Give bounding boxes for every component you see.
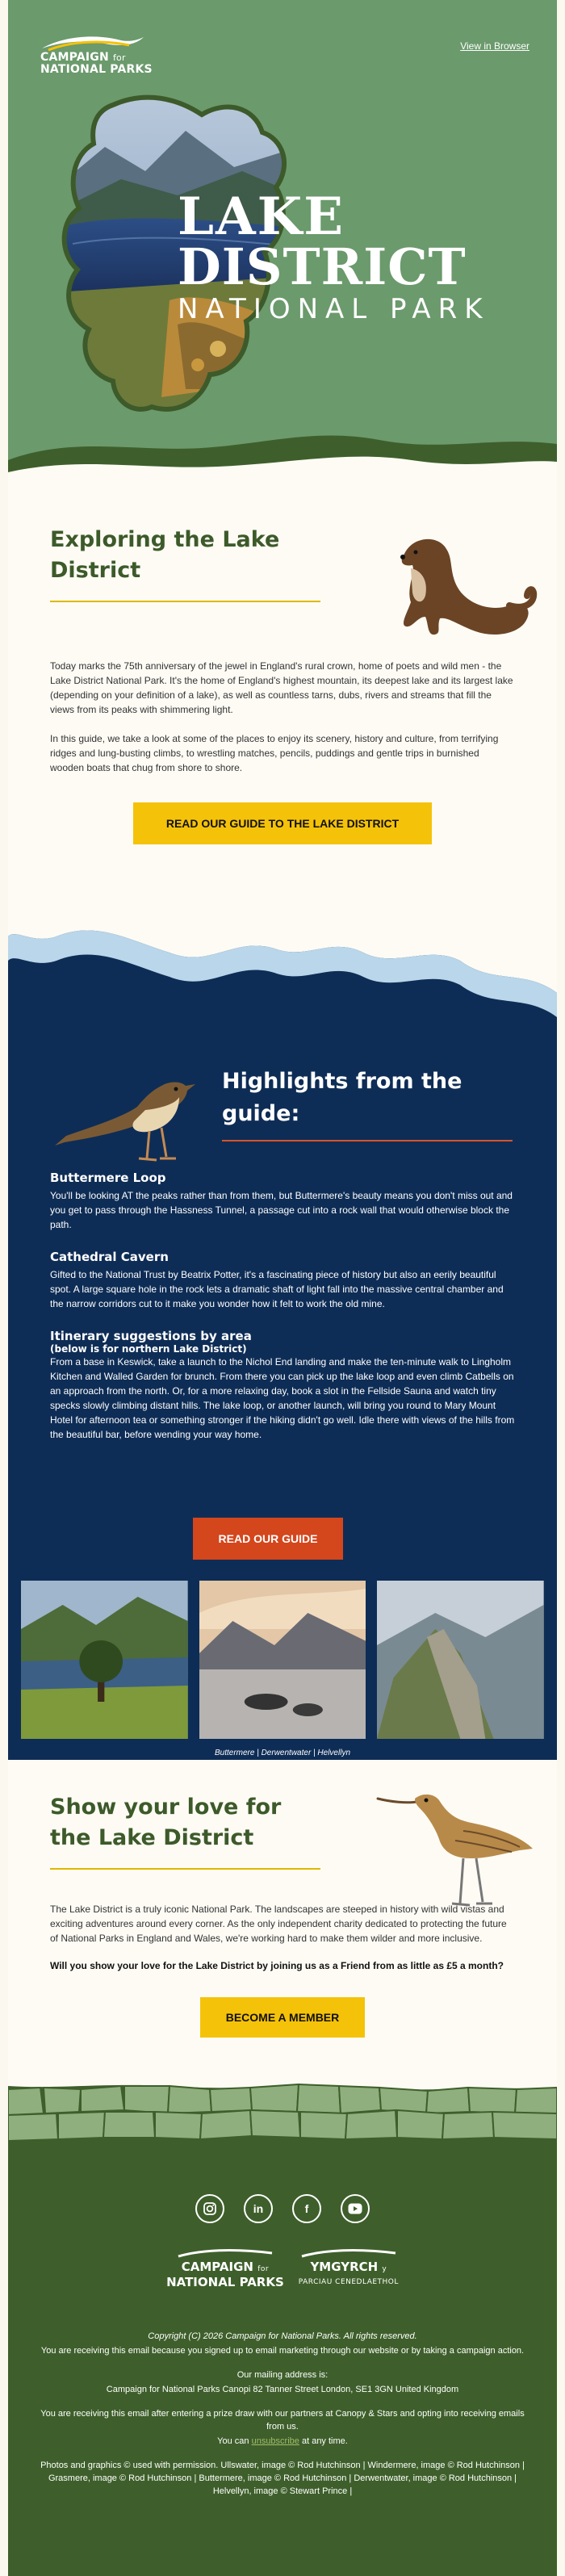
logo-line1: CAMPAIGN (40, 51, 109, 64)
hero-hills-graphic (8, 412, 557, 484)
linkedin-icon[interactable]: in (244, 2194, 273, 2223)
hero-title (178, 186, 490, 326)
footer-logos (8, 2247, 557, 2289)
highlight-item (50, 1329, 518, 1442)
mountain-ridge-graphic (8, 904, 557, 1041)
highlight-heading: Buttermere Loop (50, 1171, 166, 1185)
hero-title-line3: NATIONAL PARK (178, 293, 490, 325)
social-links (8, 2194, 557, 2223)
highlight-body: You'll be looking AT the peaks rather than from them, but Buttermere's beauty means you don't miss out and you get to pass through the Hassness Tunnel, a passage cut into a rock wall that would otherwise block the path. (50, 1190, 513, 1230)
highlight-heading: Cathedral Cavern (50, 1250, 169, 1264)
footer-logo2-line2: PARCIAU CENEDLAETHOL (298, 2278, 399, 2286)
footer-logo1-line1: CAMPAIGN (181, 2260, 253, 2274)
exploring-paragraph-1: Today marks the 75th anniversary of the jewel in England's rural crown, home of poets and wild men - the Lake District National Park. It's the home of England's highest mountain, its deepest lake and its largest lake (depending on your definition of a lake), as well as countless tarns, dubs, rivers and streams that fill the views from its peaks with shimmering light. (50, 660, 513, 715)
exploring-title: Exploring the Lake District (50, 527, 280, 583)
campaign-footer-logo[interactable] (166, 2247, 284, 2289)
become-member-button[interactable]: BECOME A MEMBER (200, 1997, 365, 2038)
photo-caption: Buttermere | Derwentwater | Helvellyn (214, 1749, 351, 1757)
unsubscribe-link[interactable]: unsubscribe (251, 2436, 299, 2446)
love-title: Show your love for the Lake District (50, 1795, 282, 1850)
footer (8, 2081, 557, 2576)
facebook-icon[interactable]: f (292, 2194, 321, 2223)
love-paragraph: The Lake District is a truly iconic National Park. The landscapes are steeped in history with wild vistas and exciting adventures around every corner. As the only independent charity dedicated to protecting the future of National Parks in England and Wales, we're working hard to make them wilder and more inclusive. (50, 1904, 507, 1944)
footer-address-label: Our mailing address is: (236, 2370, 329, 2380)
highlight-body: Gifted to the National Trust by Beatrix Potter, it's a fascinating piece of history but also an eerily beautiful spot. A large square hole in the rock lets a dramatic shaft of light fall into the massive central chamber and the narrow corridors cut to it make you wonder how it felt to work the old mine. (50, 1269, 504, 1309)
unsub-post: at any time. (301, 2436, 348, 2446)
hero-section (8, 0, 557, 484)
footer-logo2-line1: YMGYRCH (310, 2260, 379, 2274)
stone-wall-graphic (8, 2081, 557, 2154)
footer-logo1-line2: NATIONAL PARKS (166, 2275, 284, 2289)
otter-illustration (388, 521, 538, 643)
footer-address: Campaign for National Parks Canopi 82 Tanner Street London, SE1 3GN United Kingdom (106, 2385, 459, 2394)
unsub-pre: You can (217, 2436, 249, 2446)
helvellyn-photo (377, 1581, 544, 1739)
logo-for: for (112, 52, 126, 63)
highlights-list (50, 1171, 518, 1460)
highlight-item (50, 1250, 518, 1311)
email-container (8, 0, 557, 2576)
hero-title-line2: DISTRICT (178, 237, 467, 296)
love-title-underline (50, 1868, 320, 1870)
photo-strip (21, 1581, 544, 1739)
love-cta-text: Will you show your love for the Lake District by joining us as a Friend from as little as £5 a month? (50, 1960, 504, 1971)
highlight-heading: Itinerary suggestions by area (50, 1329, 252, 1343)
footer-copyright: Copyright (C) 2026 Campaign for National Parks. All rights reserved. (148, 2331, 417, 2341)
derwentwater-photo (199, 1581, 366, 1739)
footer-photo-credits: Photos and graphics © used with permission. Ullswater, image © Rod Hutchinson | Windermere, image © Rod Hutchinson | Grasmere, image © Rod Hutchinson | Buttermere, image © Rod Hutchinson | Derwentwater, image © Rod Hutchinson | Helvellyn, image © Stewart Prince | (40, 2461, 525, 2496)
highlight-item (50, 1171, 518, 1232)
footer-logo2-swoosh-icon (300, 2248, 397, 2258)
logo-swoosh-icon (40, 34, 145, 52)
highlights-section (8, 904, 557, 1760)
exploring-paragraph-2: In this guide, we take a look at some of the places to enjoy its scenery, history and culture, from terrifying ridges and lung-busting climbs, to wrestling matches, pencils, puddings and gentle trips in burnished wooden boats that chug from shore to shore. (50, 733, 499, 773)
footer-logo2-y: y (382, 2265, 387, 2273)
curlew-bird-illustration (375, 1774, 536, 1912)
view-in-browser-link[interactable]: View in Browser (460, 40, 529, 52)
ymgyrch-footer-logo[interactable] (299, 2247, 399, 2289)
footer-prize-text: You are receiving this email after entering a prize draw with our partners at Canopy & Stars and opting into receiving emails from us. (40, 2409, 525, 2431)
exploring-section (8, 484, 557, 904)
logo-text (40, 52, 170, 76)
highlights-title: Highlights from the guide: (222, 1069, 462, 1126)
read-guide-lake-district-button[interactable]: READ OUR GUIDE TO THE LAKE DISTRICT (133, 802, 432, 844)
footer-unsubscribe-line (32, 2435, 533, 2448)
campaign-logo[interactable] (40, 34, 170, 76)
footer-text (32, 2330, 533, 2509)
hero-title-line1: LAKE (178, 186, 345, 247)
thrush-bird-illustration (48, 1062, 198, 1171)
footer-logo-swoosh-icon (177, 2248, 274, 2258)
logo-line2: NATIONAL PARKS (40, 63, 153, 76)
highlight-body: From a base in Keswick, take a launch to the Nichol End landing and make the ten-minute walk to Lingholm Kitchen and Walled Garden for brunch. From there you can pick up the lake loop and even climb Catbells on an approach from the north. Or, for a more relaxing day, book a slot in the Fellside Sauna and watch tiny specks slowly climbing distant hills. The lake loop, or another launch, will bring you round to Mary Mount Hotel for afternoon tea or something stronger if the hiking didn't go well. Idle there with views of the hills from the beautiful bar, before wending your way home. (50, 1356, 515, 1440)
title-underline (50, 601, 320, 602)
youtube-icon[interactable] (341, 2194, 370, 2223)
instagram-icon[interactable] (195, 2194, 224, 2223)
highlights-title-underline (222, 1140, 513, 1141)
buttermere-photo (21, 1581, 188, 1739)
read-our-guide-button[interactable]: READ OUR GUIDE (193, 1518, 343, 1560)
footer-reason: You are receiving this email because you signed up to email marketing through our website or by taking a campaign action. (40, 2346, 525, 2356)
highlight-subheading: (below is for northern Lake District) (50, 1343, 247, 1355)
footer-logo1-for: for (257, 2265, 270, 2273)
